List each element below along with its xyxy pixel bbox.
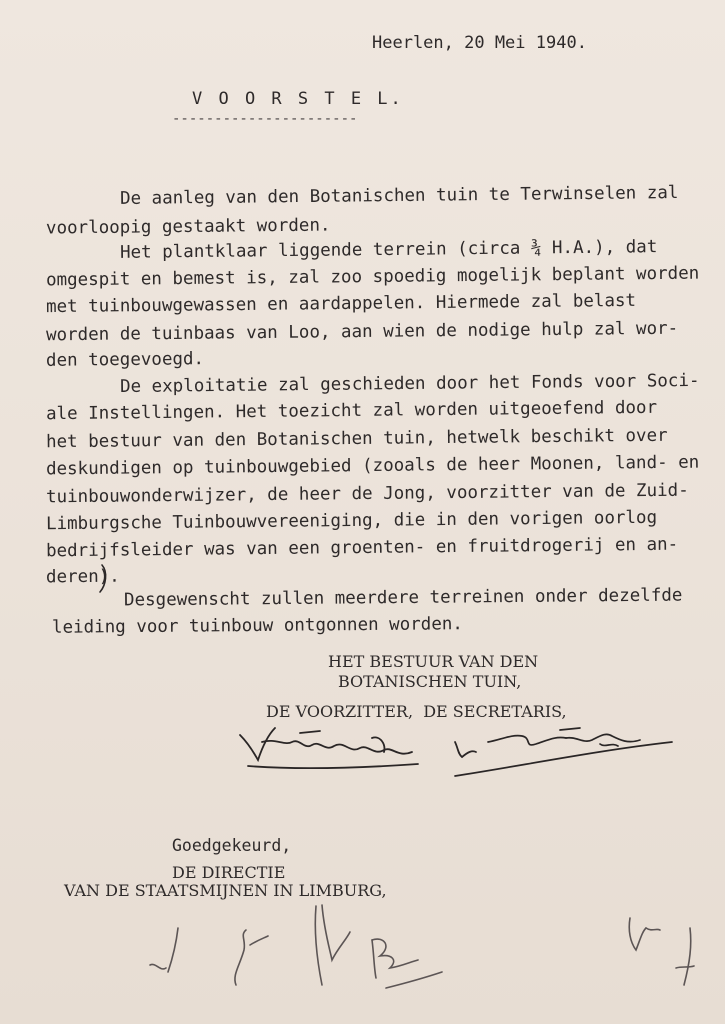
signatory-line-2: BOTANISCHEN TUIN, — [338, 672, 522, 691]
director-signatures — [150, 905, 694, 988]
body-line: Limburgsche Tuinbouwvereeniging, die in den vorigen oorlog — [45, 507, 658, 535]
secretary-signature — [455, 728, 672, 776]
chairman-signature — [240, 728, 476, 768]
document-title: V O O R S T E L. — [192, 89, 404, 109]
body-line: het bestuur van den Botanischen tuin, hetwelk beschikt over — [45, 425, 668, 453]
body-line: worden de tuinbaas van Loo, aan wien de nodige hulp zal wor- — [45, 318, 679, 346]
body-line: bedrijfsleider was van een groenten- en fruitdrogerij en an- — [45, 534, 679, 562]
date-line: Heerlen, 20 Mei 1940. — [372, 33, 587, 53]
approval-organization: VAN DE STAATSMIJNEN IN LIMBURG, — [64, 881, 387, 900]
signatory-roles: DE VOORZITTER, DE SECRETARIS, — [266, 702, 567, 721]
signatory-line-1: HET BESTUUR VAN DEN — [328, 652, 539, 671]
approval-label: Goedgekeurd, — [172, 836, 292, 855]
body-line: leiding voor tuinbouw ontgonnen worden. — [51, 614, 463, 638]
body-line: Het plantklaar liggende terrein (circa ¾ H.A.), dat — [119, 237, 658, 263]
title-underline: ---------------------- — [172, 111, 358, 127]
body-line: deren). — [45, 566, 120, 588]
body-line: deskundigen op tuinbouwgebied (zooals de heer Moonen, land- en — [45, 452, 700, 480]
body-line: tuinbouwonderwijzer, de heer de Jong, voorzitter van de Zuid- — [45, 480, 689, 508]
body-line: Desgewenscht zullen meerdere terreinen onder dezelfde — [123, 585, 683, 611]
body-line: den toegevoegd. — [45, 349, 205, 371]
body-line: De aanleg van den Botanischen tuin te Terwinselen zal — [119, 183, 679, 209]
body-line: voorloopig gestaakt worden. — [45, 215, 331, 239]
body-line: De exploitatie zal geschieden door het Fonds voor Soci- — [119, 370, 700, 398]
body-line: omgespit en bemest is, zal zoo spoedig mogelijk beplant worden — [45, 263, 700, 291]
handwritten-bracket — [100, 565, 106, 592]
approval-directie: DE DIRECTIE — [172, 863, 286, 882]
body-line: met tuinbouwgewassen en aardappelen. Hiermede zal belast — [45, 290, 637, 318]
body-line: ale Instellingen. Het toezicht zal worden uitgeoefend door — [45, 397, 658, 425]
